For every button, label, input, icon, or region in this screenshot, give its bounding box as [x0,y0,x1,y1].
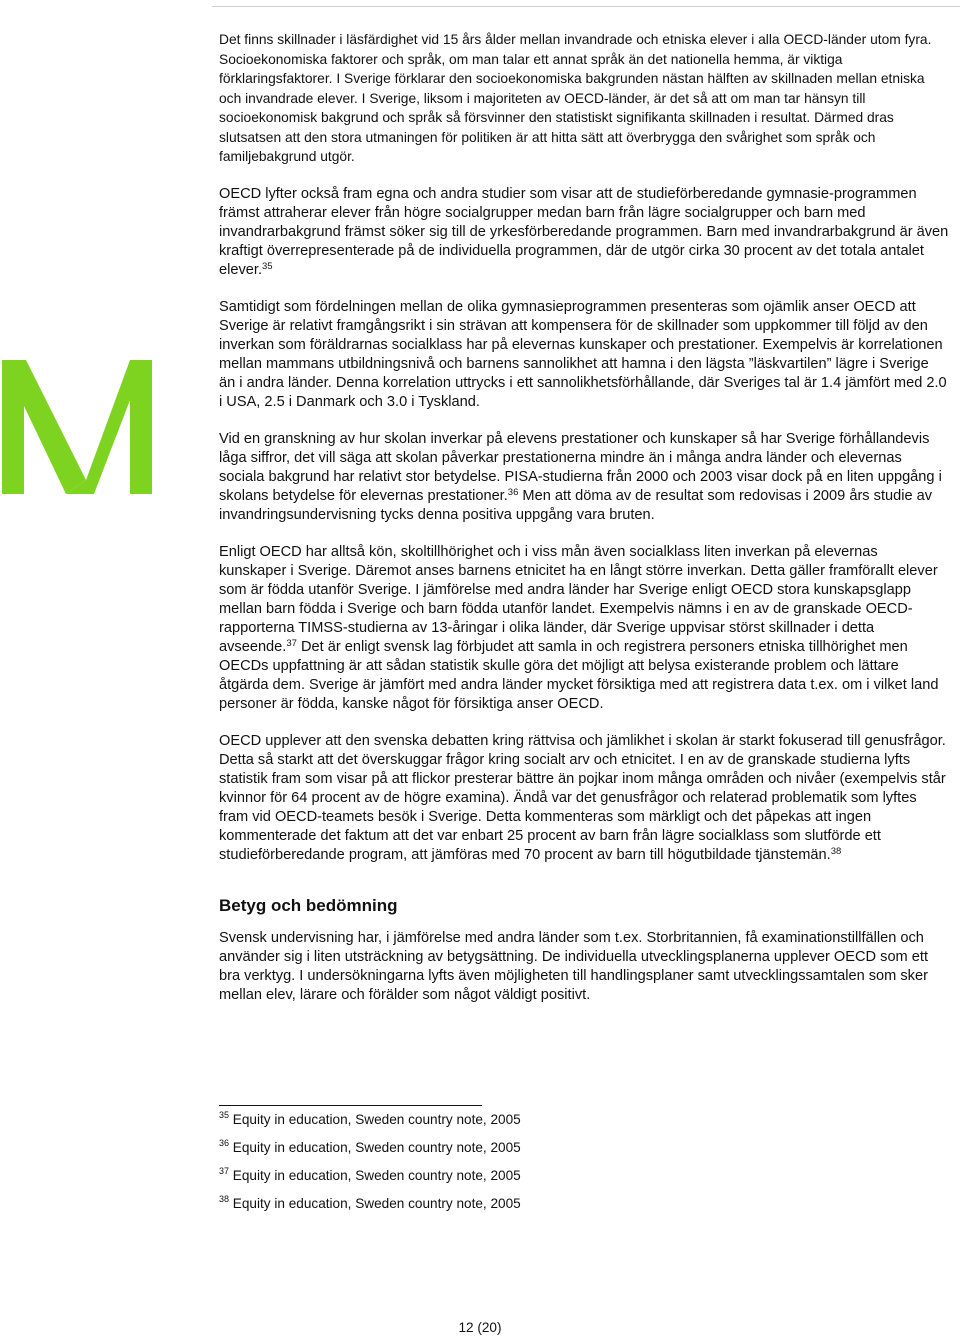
paragraph [219,929,949,1005]
paragraph-text-continued: Det är enligt svensk lag förbjudet att samla in och registrera personers etniska tillhörighet men OECDs uppfattning är att sådan statistik skulle göra det möjligt att belysa existerande problem och lättare åtgärda dem. Sverige är jämfört med andra länder mycket försiktiga med att registrera data t.ex. om i vilket land personer är födda, kanske något för försiktiga anser OECD. [219,638,939,712]
paragraph-text: OECD lyfter också fram egna och andra studier som visar att de studieförberedande gymnasie-programmen främst attraherar elever från högre socialgrupper medan barn från lägre socialgrupper och barn med invandrarbakgrund främst söker sig till de yrkesförberedande programmen. Barn med invandrarbakgrund är även kraftigt överrepresenterade på de individuella programmen, där de utgör cirka 30 procent av det totala antalet elever. [219,185,949,278]
footnote-ref[interactable]: 37 [286,637,297,649]
footnote-ref[interactable]: 38 [830,845,842,857]
footnote-text: Equity in education, Sweden country note, 2005 [232,1140,521,1155]
header-rule [212,6,960,7]
paragraph [219,30,949,167]
paragraph-text: OECD upplever att den svenska debatten kring rättvisa och jämlikhet i skolan är starkt fokuserad till genusfrågor. Detta så starkt att det överskuggar frågor kring socialt arv och etnicitet. I en av de granskade studierna lyfts statistik fram som visar på att flickor presterar bättre än pojkar inom många områden och nivåer (exempelvis står kvinnor för 64 procent av de högre examina). Ändå var det genusfrågor och relaterad problematik som lyftes fram vid OECD-teamets besök i Sverige. Detta kommenteras som märkligt och det påpekas att ingen kommenterade det faktum att det var enbart 25 procent av barn från lägre socialklass som slutförde ett studieförberedande program, att jämföras med 70 procent av barn till högutbildade tjänstemän. [219,732,946,863]
footnote-number: 36 [219,1138,230,1148]
paragraph-text-continued: Men att döma av de resultat som redovisas i 2009 års studie av invandringsundervisning tycks denna positiva uppgång vara bruten. [219,487,933,523]
footnote-ref[interactable]: 36 [507,486,519,498]
footnote-text: Equity in education, Sweden country note, 2005 [232,1112,521,1127]
footnote-rule [219,1105,482,1106]
footnote-number: 37 [219,1166,230,1176]
footnote [219,1112,719,1128]
footnote [219,1168,719,1184]
page-number: 12 (20) [458,1320,502,1335]
paragraph-text: Det finns skillnader i läsfärdighet vid 15 års ålder mellan invandrade och etniska elever i alla OECD-länder utom fyra. Socioekonomiska faktorer och språk, om man talar ett annat språk än det nationella hemma, är viktiga förklaringsfaktorer. I Sverige förklarar den socioekonomiska bakgrunden nästan hälften av skillnaden mellan etniska och invandrade elever. I Sverige, liksom i majoriteten av OECD-länder, är det så att om man tar hänsyn till socioekonomisk bakgrund och språk så försvinner den statistiskt signifikanta skillnaden i resultat. Därmed dras slutsatsen att den stora utmaningen för politiken är att hitta sätt att överbrygga den svårighet som språk och familjebakgrund utgör. [219,32,932,164]
paragraph [219,430,949,525]
paragraph [219,185,949,280]
footnote [219,1196,719,1212]
footnote-number: 35 [219,1110,230,1120]
footnote-text: Equity in education, Sweden country note, 2005 [232,1196,521,1211]
paragraph [219,543,949,714]
section-heading: Betyg och bedömning [219,895,398,915]
paragraph-text: Vid en granskning av hur skolan inverkar på elevens prestationer och kunskaper så har Sverige förhållandevis låga siffror, det vill säga att skolan påverkar prestationerna mindre än i många andra länder och elevernas sociala bakgrund har relativt stor betydelse. PISA-studierna från 2000 och 2003 visar dock på en liten uppgång i skolans betydelse för elevernas prestationer. [219,430,942,504]
m-logo [2,360,152,494]
footnote-number: 38 [219,1194,230,1204]
paragraph-text: Svensk undervisning har, i jämförelse med andra länder som t.ex. Storbritannien, få examinationstillfällen och använder sig i liten utsträckning av betygsättning. De individuella utvecklingsplanerna upplever OECD som ett bra verktyg. I undersökningarna lyfts även möjligheten till handlingsplaner samt utvecklingssamtalen som sker mellan elev, lärare och förälder som något väldigt positivt. [219,929,928,1003]
footnote-ref[interactable]: 35 [262,260,273,272]
footnotes [219,1112,719,1224]
paragraph-text: Samtidigt som fördelningen mellan de olika gymnasieprogrammen presenteras som ojämlik anser OECD att Sverige är relativt framgångsrikt i sin strävan att kompensera för de skillnader som uppkommer till följd av den inverkan som föräldrarnas socialklass har på elevernas kunskaper och prestationer. Exempelvis är korrelationen mellan mammans utbildningsnivå och barnens sannolikhet att hamna i den lägsta ”läskvartilen” lägre i Sverige än i andra länder. Denna korrelation uttrycks i ett sannolikhetsförhållande, där Sveriges tal är 1.4 jämfört med 2.0 i USA, 2.5 i Danmark och 3.0 i Tyskland. [219,298,947,410]
paragraph-text: Enligt OECD har alltså kön, skoltillhörighet och i viss mån även socialklass liten inverkan på elevernas kunskaper i Sverige. Däremot anses barnens etnicitet ha en långt större inverkan. Detta gäller framförallt elever som är födda utanför Sverige. I jämförelse med andra länder har Sverige enligt OECD stora kunskapsglapp mellan barn födda i Sverige och barn födda utanför landet. Exempelvis nämns i en av de granskade OECD-rapporterna TIMSS-studierna av 13-åringar i olika länder, där Sverige uppvisar störst skillnader i detta avseende. [219,543,938,655]
paragraph [219,732,949,865]
footnote-text: Equity in education, Sweden country note, 2005 [232,1168,521,1183]
paragraph [219,298,949,412]
main-content [219,30,949,1023]
footnote [219,1140,719,1156]
